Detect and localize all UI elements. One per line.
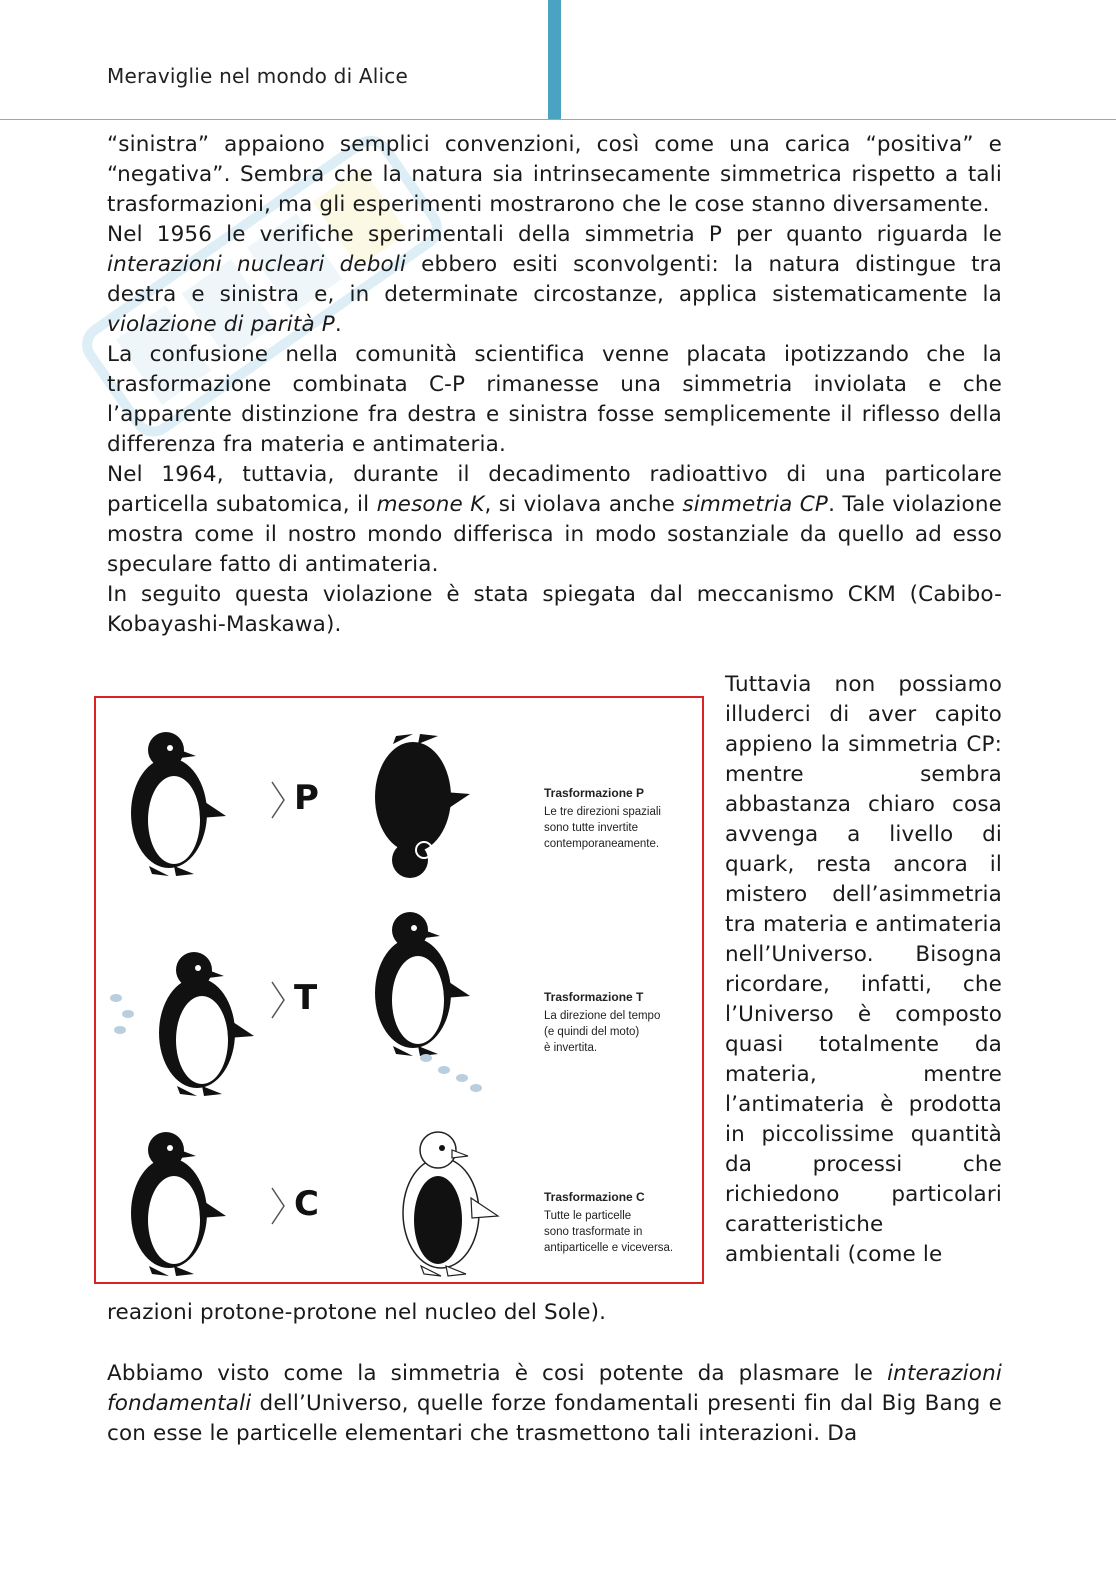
paragraph-2-text-b: ebbero esiti sconvolgenti: la natura distingue tra destra e sinistra e, in determinate circostanze, applica sistematicamente la bbox=[107, 252, 1002, 307]
caption-t-title: Trasformazione T bbox=[544, 990, 644, 1004]
paragraph-2 bbox=[107, 220, 1002, 340]
figure-row-c bbox=[96, 1118, 702, 1278]
caption-t-line: è invertita. bbox=[544, 1042, 598, 1054]
caption-c-line: antiparticelle e viceversa. bbox=[544, 1242, 674, 1254]
after-figure-text bbox=[107, 1298, 1002, 1328]
paragraph-1: “sinistra” appaiono semplici convenzioni, così come una carica “positiva” e “negativa”. Sembra che la natura sia intrinsecamente simmetrica rispetto a tali trasformazioni, ma gli esperimenti mostrarono che le cose stanno diversamente. bbox=[107, 132, 1002, 217]
penguin-icon bbox=[358, 908, 478, 1058]
paragraph-4 bbox=[107, 460, 1002, 580]
after-figure-paragraph: reazioni protone-protone nel nucleo del Sole). bbox=[107, 1300, 607, 1325]
bottom-emphasis-interactions: interazioni fondamentali bbox=[107, 1361, 1002, 1416]
caption-t-body bbox=[544, 1008, 704, 1056]
paragraph-2-text-a: Nel 1956 le verifiche sperimentali della simmetria P per quanto riguarda le bbox=[107, 222, 1002, 247]
paragraph-4-emphasis-meson: mesone K bbox=[376, 492, 485, 517]
caption-t bbox=[544, 990, 704, 1056]
caption-c-body bbox=[544, 1208, 704, 1256]
paragraph-2-text-c: . bbox=[334, 312, 342, 337]
paragraph-4-text-a: Nel 1964, tuttavia, durante il decadimento radioattivo di una particolare particella subatomica, il bbox=[107, 462, 1002, 517]
footprints-icon bbox=[416, 1048, 486, 1098]
caption-c bbox=[544, 1190, 704, 1256]
penguin-icon bbox=[142, 948, 262, 1098]
penguin-antiparticle-icon bbox=[386, 1128, 506, 1278]
caption-p-line: contemporaneamente. bbox=[544, 838, 660, 850]
caption-p bbox=[544, 786, 704, 852]
paragraph-4-text-b: , si violava anche bbox=[484, 492, 683, 517]
caption-p-title: Trasformazione P bbox=[544, 786, 645, 800]
figure-letter-t: T bbox=[294, 978, 318, 1018]
figure-row-t bbox=[96, 908, 702, 1108]
bottom-paragraph bbox=[107, 1359, 1002, 1449]
caption-t-line: (e quindi del moto) bbox=[544, 1026, 640, 1038]
paragraph-4-text-c: . Tale violazione mostra come il nostro mondo differisca in modo sostanziale da quello ad esso speculare fatto di antimateria. bbox=[107, 492, 1003, 577]
caption-p-line: Le tre direzioni spaziali bbox=[544, 806, 661, 818]
caption-p-line: sono tutte invertite bbox=[544, 822, 638, 834]
caption-p-body bbox=[544, 804, 704, 852]
paragraph-3: La confusione nella comunità scientifica venne placata ipotizzando che la trasformazione combinata C-P rimanesse una simmetria inviolata e che l’apparente distinzione fra destra e sinistra fosse semplicemente il riflesso della differenza fra materia e antimateria. bbox=[107, 342, 1002, 457]
chevron-right-icon bbox=[270, 780, 286, 820]
side-paragraph: Tuttavia non possiamo illuderci di aver capito appieno la simmetria CP: mentre sembra abbastanza chiaro cosa avvenga a livello di quark, resta ancora il mistero dell’asimmetria tra materia e antimateria nell’Universo. Bisogna ricordare, infatti, che l’Universo è composto quasi totalmente da materia, mentre l’antimateria è prodotta in piccolissime quantità da processi che richiedono particolari caratteristiche ambientali (come le bbox=[725, 672, 1002, 1267]
penguin-icon bbox=[114, 728, 234, 878]
main-text-top bbox=[107, 130, 1002, 640]
paragraph-2-emphasis-weak: interazioni nucleari deboli bbox=[107, 252, 407, 277]
paragraph-2-emphasis-parity: violazione di parità P bbox=[107, 312, 335, 337]
caption-t-line: La direzione del tempo bbox=[544, 1010, 661, 1022]
figure-letter-c: C bbox=[294, 1184, 319, 1224]
header-divider bbox=[0, 119, 1116, 120]
caption-c-line: sono trasformate in bbox=[544, 1226, 643, 1238]
chevron-right-icon bbox=[270, 980, 286, 1020]
page-header-title: Meraviglie nel mondo di Alice bbox=[107, 64, 408, 88]
bottom-text-a: Abbiamo visto come la simmetria è cosi potente da plasmare le bbox=[107, 1361, 888, 1386]
paragraph-5: In seguito questa violazione è stata spiegata dal meccanismo CKM (Cabibo-Kobayashi-Maskawa). bbox=[107, 582, 1002, 637]
figure-row-p bbox=[96, 718, 702, 888]
chevron-right-icon bbox=[270, 1186, 286, 1226]
penguin-icon bbox=[114, 1128, 234, 1278]
header-accent-bar bbox=[548, 0, 561, 120]
penguin-inverted-icon bbox=[358, 732, 478, 882]
figure-letter-p: P bbox=[294, 778, 319, 818]
bottom-text bbox=[107, 1359, 1002, 1449]
symmetry-figure bbox=[94, 696, 704, 1284]
side-column-text bbox=[725, 670, 1002, 1270]
caption-c-line: Tutte le particelle bbox=[544, 1210, 632, 1222]
caption-c-title: Trasformazione C bbox=[544, 1190, 645, 1204]
bottom-text-b: dell’Universo, quelle forze fondamentali presenti fin dal Big Bang e con esse le particelle elementari che trasmettono tali interazioni. Da bbox=[107, 1391, 1002, 1446]
paragraph-4-emphasis-cp: simmetria CP bbox=[682, 492, 829, 517]
